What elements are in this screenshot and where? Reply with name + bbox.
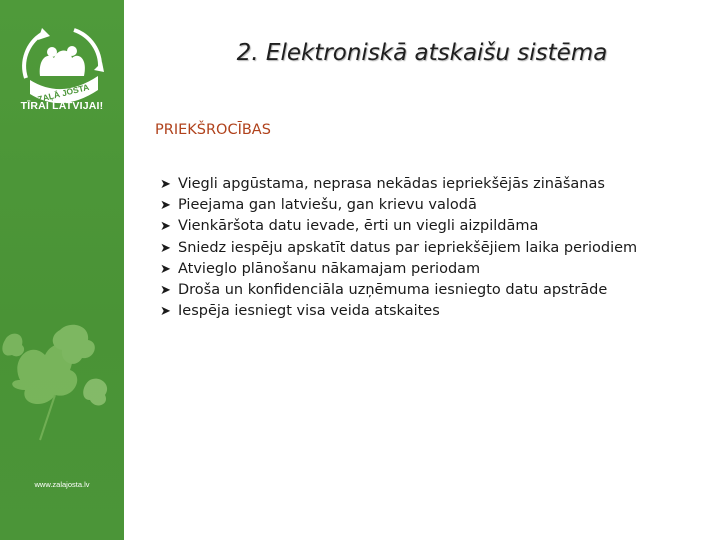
list-item bbox=[160, 301, 690, 322]
arrowhead-bullet-icon: ➤ bbox=[160, 219, 171, 235]
list-item bbox=[160, 174, 690, 195]
list-item-text: Vienkāršota datu ievade, ērti un viegli aizpildāma bbox=[178, 218, 539, 235]
benefits-list bbox=[160, 174, 690, 322]
slide-title: 2. Elektroniskā atskaišu sistēma bbox=[236, 40, 608, 66]
leaves-decoration bbox=[0, 300, 124, 450]
list-item bbox=[160, 259, 690, 280]
list-item-text: Viegli apgūstama, neprasa nekādas iepriekšējās zināšanas bbox=[178, 176, 605, 192]
list-item-text: Iespēja iesniegt visa veida atskaites bbox=[178, 303, 440, 320]
list-item bbox=[160, 238, 690, 259]
list-item bbox=[160, 216, 690, 237]
list-item bbox=[160, 195, 690, 216]
list-item bbox=[160, 280, 690, 301]
svg-text:ZAĻĀ JOSTA: ZAĻĀ JOSTA bbox=[36, 81, 91, 105]
arrowhead-bullet-icon: ➤ bbox=[160, 177, 171, 192]
list-item-text: Sniedz iespēju apskatīt datus par iepriekšējiem laika periodiem bbox=[178, 239, 638, 256]
arrowhead-bullet-icon: ➤ bbox=[160, 261, 171, 277]
list-item-text: Pieejama gan latviešu, gan krievu valodā bbox=[178, 197, 477, 214]
arrowhead-bullet-icon: ➤ bbox=[160, 283, 171, 299]
slogan-text: TĪRAI LATVIJAI! bbox=[20, 100, 104, 112]
list-item-text: Droša un konfidenciāla uzņēmuma iesniegto datu apstrāde bbox=[178, 282, 608, 299]
arrowhead-bullet-icon: ➤ bbox=[160, 240, 171, 256]
list-item-text: Atvieglo plānošanu nākamajam periodam bbox=[178, 260, 481, 277]
slide-subtitle: PRIEKŠROCĪBAS bbox=[155, 122, 271, 138]
arrowhead-bullet-icon: ➤ bbox=[160, 198, 171, 214]
website-url: www.zalajosta.lv bbox=[34, 480, 90, 489]
arrowhead-bullet-icon: ➤ bbox=[160, 304, 171, 320]
brand-sidebar bbox=[0, 0, 124, 540]
